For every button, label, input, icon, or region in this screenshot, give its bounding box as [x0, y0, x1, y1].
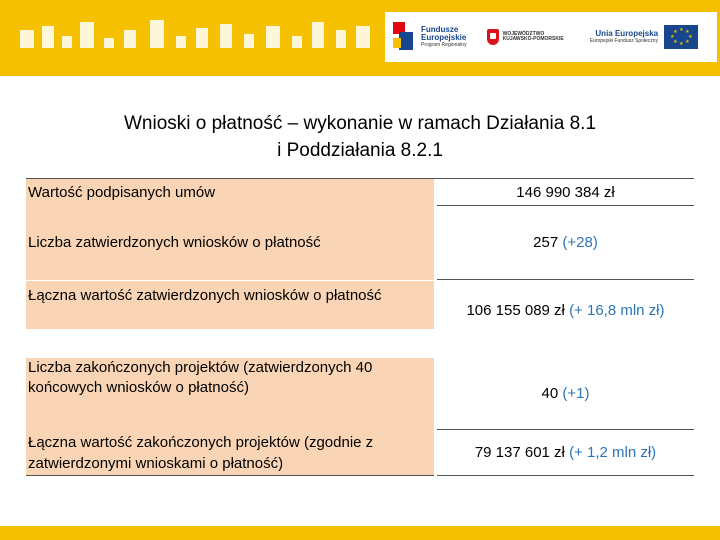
- decorative-square: [150, 20, 164, 48]
- header-banner: [0, 0, 720, 76]
- row-value-main: 106 155 089 zł: [466, 301, 565, 319]
- row-value: [437, 281, 694, 339]
- row-label: Łączna wartość zatwierdzonych wniosków o płatność: [26, 281, 434, 329]
- table-row: [26, 281, 694, 329]
- decorative-square: [20, 30, 34, 48]
- page-title: [60, 110, 660, 164]
- row-label: Łączna wartość zakończonych projektów (zgodnie z zatwierdzonymi wnioskami o płatność): [26, 430, 434, 476]
- decorative-square: [356, 26, 370, 48]
- row-value-delta: (+1): [562, 385, 590, 402]
- eu-logo-title: Unia Europejska: [595, 28, 659, 38]
- eu-flag-icon: ★ ★ ★ ★ ★ ★ ★ ★: [664, 25, 698, 49]
- footer-bar: [0, 526, 720, 540]
- region-crest-icon: [487, 29, 499, 45]
- decorative-square: [266, 26, 280, 48]
- fe-logo-line2: Europejskie: [421, 33, 467, 42]
- row-value: [437, 206, 694, 280]
- decorative-square: [196, 28, 208, 48]
- region-logo-line1: WOJEWÓDZTWO: [502, 30, 545, 37]
- row-value-delta: (+ 16,8 mln zł): [569, 301, 665, 319]
- row-label: Liczba zatwierdzonych wniosków o płatność: [26, 206, 434, 280]
- fundusze-europejskie-logo: [385, 12, 467, 62]
- row-value-main: 40: [541, 385, 559, 402]
- row-value-delta: (+ 1,2 mln zł): [569, 444, 657, 461]
- row-label: Liczba zakończonych projektów (zatwierdzonych 40 końcowych wniosków o płatność): [26, 358, 434, 430]
- decorative-square: [176, 36, 186, 48]
- decorative-square: [220, 24, 232, 48]
- region-logo: [467, 12, 564, 62]
- page-title-line2: i Poddziałania 8.2.1: [277, 140, 443, 161]
- fe-logo-line1: Fundusze: [421, 25, 459, 34]
- table-row: [26, 206, 694, 280]
- decorative-square: [80, 22, 94, 48]
- page-title-line1: Wnioski o płatność – wykonanie w ramach Działania 8.1: [123, 113, 597, 134]
- decorative-square: [312, 22, 324, 48]
- decorative-square: [336, 30, 346, 48]
- table-row: [26, 179, 694, 206]
- row-value: [437, 430, 694, 476]
- row-value: [437, 179, 694, 206]
- row-value-main: 79 137 601 zł: [474, 444, 565, 461]
- region-logo-line2: KUJAWSKO-POMORSKIE: [502, 36, 564, 42]
- fe-logo-icon: [393, 22, 415, 52]
- decorative-square: [62, 36, 72, 48]
- fe-logo-sub: Program Regionalny: [421, 42, 467, 48]
- row-label: Wartość podpisanych umów: [26, 179, 434, 206]
- eu-logo: [564, 12, 698, 62]
- table-row: [26, 358, 694, 430]
- row-value-main: 146 990 384 zł: [516, 183, 615, 201]
- decorative-square: [42, 26, 54, 48]
- decorative-square: [244, 34, 254, 48]
- row-value-main: 257: [533, 234, 559, 251]
- row-value: [437, 358, 694, 430]
- eu-logo-sub: Europejski Fundusz Społeczny: [589, 37, 659, 44]
- decorative-square: [292, 36, 302, 48]
- table-row: [26, 430, 694, 476]
- logo-strip: [385, 12, 717, 62]
- row-value-delta: (+28): [562, 234, 598, 251]
- decorative-square: [104, 38, 114, 48]
- decorative-square: [124, 30, 136, 48]
